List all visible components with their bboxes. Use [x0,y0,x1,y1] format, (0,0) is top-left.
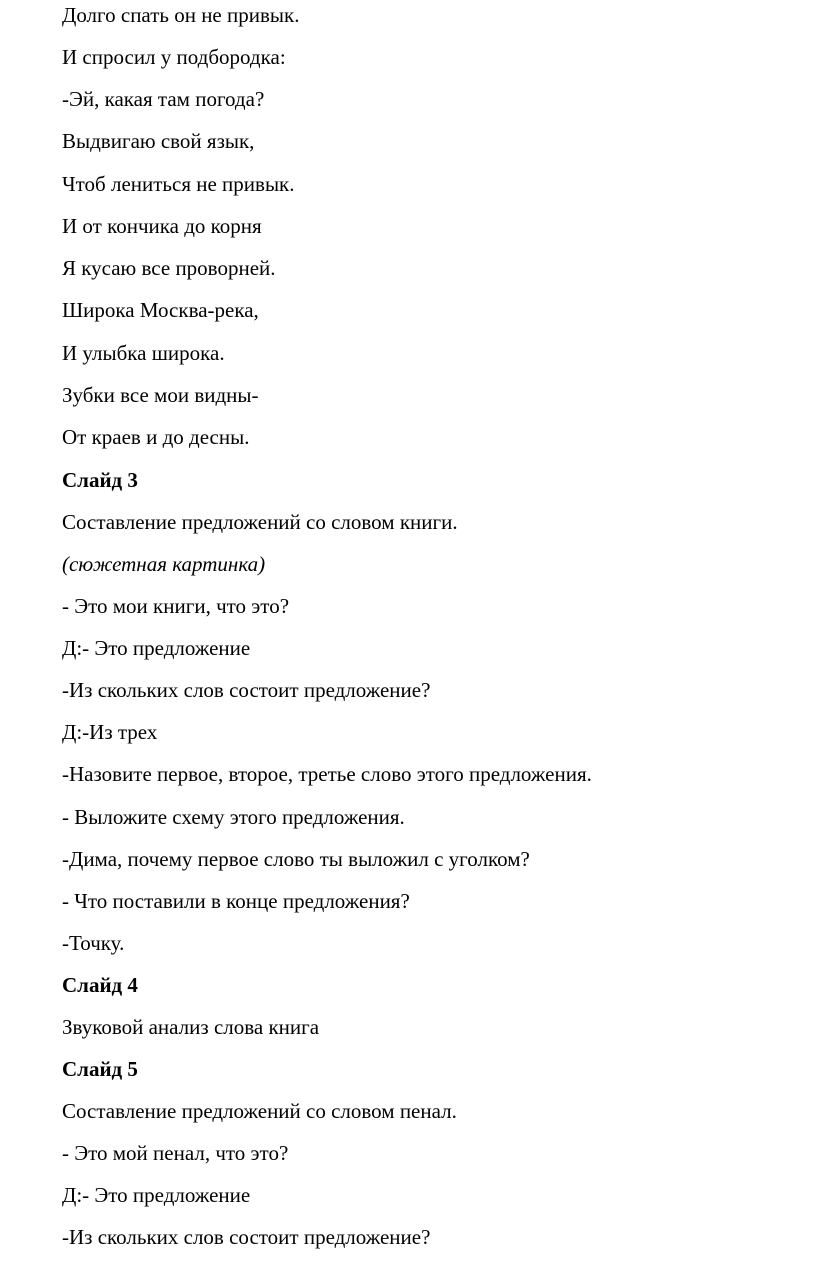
poem-line: И улыбка широка. [62,341,225,365]
dialogue-line: Д:- Это предложение [62,1183,251,1207]
dialogue-line: Д:-Из трех [62,720,158,744]
picture-note: (сюжетная картинка) [62,552,266,576]
dialogue-line: - Это мой пенал, что это? [62,1141,289,1165]
slide-3-heading: Слайд 3 [62,468,138,492]
dialogue-line: -Дима, почему первое слово ты выложил с уголком? [62,847,530,871]
slide-5-heading: Слайд 5 [62,1057,138,1081]
poem-line: От краев и до десны. [62,425,250,449]
dialogue-line: -Назовите первое, второе, третье слово этого предложения. [62,762,592,786]
poem-line: И спросил у подбородка: [62,45,286,69]
dialogue-line: - Выложите схему этого предложения. [62,805,405,829]
dialogue-line: -Из скольких слов состоит предложение? [62,678,431,702]
task-line: Звуковой анализ слова книга [62,1015,320,1039]
poem-line: -Эй, какая там погода? [62,87,265,111]
task-line: Составление предложений со словом книги. [62,510,458,534]
task-line: Составление предложений со словом пенал. [62,1099,457,1123]
slide-4-heading: Слайд 4 [62,973,138,997]
dialogue-line: Д:- Это предложение [62,636,251,660]
dialogue-line: - Что поставили в конце предложения? [62,889,410,913]
poem-line: И от кончика до корня [62,214,262,238]
poem-line: Широка Москва-река, [62,298,259,322]
dialogue-line: - Это мои книги, что это? [62,594,290,618]
poem-line: Я кусаю все проворней. [62,256,276,280]
dialogue-line: -Точку. [62,931,125,955]
poem-line: Зубки все мои видны- [62,383,259,407]
poem-line: Выдвигаю свой язык, [62,129,255,153]
poem-line: Чтоб лениться не привык. [62,172,295,196]
poem-line: Долго спать он не привык. [62,3,300,27]
dialogue-line: -Из скольких слов состоит предложение? [62,1225,431,1249]
